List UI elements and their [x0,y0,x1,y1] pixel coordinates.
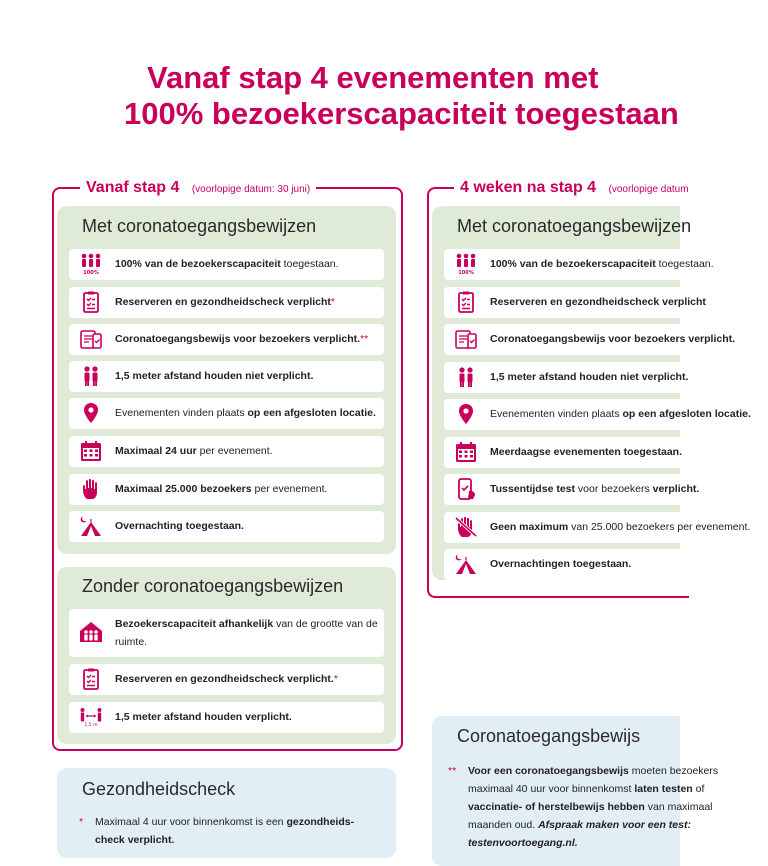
distance-icon [79,365,103,387]
row-text: Tussentijdse test voor bezoekers verplicht. [490,483,700,495]
right-frame-legend [454,178,695,200]
list-item [444,512,751,543]
distance-arrow-icon [79,706,103,728]
location-pin-icon [79,402,103,424]
checklist-icon [79,668,103,690]
health-check-title: Gezondheidscheck [82,779,236,799]
svg-text:100%: 100% [458,270,474,276]
people-100-icon [454,253,478,275]
distance-icon [454,366,478,388]
svg-text:1,5 m: 1,5 m [84,723,98,728]
list-item [444,362,704,393]
list-item [444,324,736,355]
left-without-panel [57,567,396,744]
title-line-1: Vanaf stap 4 evenementen met [147,60,599,95]
list-item [69,511,384,542]
left-frame-legend [80,178,316,200]
row-text: 1,5 meter afstand houden niet verplicht. [490,371,689,383]
row-text: Coronatoegangsbewijs voor bezoekers verplicht. [490,333,736,345]
row-text: Overnachting toegestaan. [115,520,244,532]
footnote-marker: * [79,816,84,828]
row-text: Bezoekerscapaciteit afhankelijk van de grootte van de ruimte. [115,618,378,648]
health-check-note: * Maximaal 4 uur voor binnenkomst is een gezondheids- check verplicht. [95,813,385,849]
row-text: Overnachtingen toegestaan. [490,558,632,570]
list-item [444,399,751,430]
room-people-icon [79,621,103,643]
row-text: Coronatoegangsbewijs voor bezoekers verplicht.** [115,333,369,345]
pass-note: ** Voor een coronatoegangsbewijs moeten bezoekers maximaal 40 uur voor binnenkomst laten testen of vaccinatie- of herstelbewijs hebben van maximaal maanden oud. Afspraak maken voor een test: testenvoortoegang.nl. [468,762,768,852]
pass-panel [432,716,719,866]
pass-title: Coronatoegangsbewijs [457,726,641,746]
list-item [444,549,704,580]
row-text: 1,5 meter afstand houden verplicht. [115,711,292,723]
list-item [69,702,384,733]
svg-text:100%: 100% [83,270,99,276]
right-with-panel [432,206,751,580]
list-item [444,249,714,280]
checklist-icon [454,291,478,313]
row-text: Reserveren en gezondheidscheck verplicht.* [115,673,338,685]
list-item [69,609,384,657]
row-text: 100% van de bezoekerscapaciteit toegestaan. [115,258,339,270]
footnote-marker: ** [448,765,457,777]
row-text: Maximaal 25.000 bezoekers per evenement. [115,483,328,495]
calendar-icon [79,440,103,462]
list-item [69,436,384,467]
list-item [69,249,384,280]
left-with-panel [57,206,396,554]
row-text: Reserveren en gezondheidscheck verplicht* [115,296,336,308]
list-item [69,664,384,695]
list-item [444,437,704,468]
people-100-icon [79,253,103,275]
location-pin-icon [454,403,478,425]
right-frame-date: (voorlopige datum [608,184,689,195]
list-item [69,287,384,318]
row-text: Reserveren en gezondheidscheck verplicht [490,296,706,308]
right-with-title: Met coronatoegangsbewijzen [457,216,692,236]
left-with-title: Met coronatoegangsbewijzen [82,216,317,236]
calendar-icon [454,441,478,463]
row-text: Geen maximum van 25.000 bezoekers per evenement. [490,521,751,533]
phone-pass-icon [79,328,103,350]
phone-test-icon [454,478,478,500]
page-title [0,60,680,132]
right-frame-title: 4 weken na stap 4 [460,179,597,196]
list-item [69,474,384,505]
list-item [444,474,704,505]
left-frame-date: (voorlopige datum: 30 juni) [191,184,311,195]
list-item [69,361,384,392]
row-text: 100% van de bezoekerscapaciteit toegestaan. [490,258,714,270]
phone-pass-icon [454,328,478,350]
row-text: Maximaal 24 uur per evenement. [115,445,273,457]
row-text: Meerdaagse evenementen toegestaan. [490,446,682,458]
row-text: Evenementen vinden plaats op een afgesloten locatie. [115,407,376,419]
list-item [69,398,384,429]
list-item [69,324,384,355]
title-line-2: 100% bezoekerscapaciteit toegestaan [124,96,679,131]
list-item [444,287,704,318]
hand-crossed-icon [454,516,478,538]
row-text: 1,5 meter afstand houden niet verplicht. [115,370,314,382]
health-check-panel [57,768,396,858]
checklist-icon [79,291,103,313]
left-frame-title: Vanaf stap 4 [86,179,180,196]
tent-moon-icon [454,553,478,575]
tent-moon-icon [79,515,103,537]
hand-stop-icon [79,478,103,500]
left-without-title: Zonder coronatoegangsbewijzen [82,576,344,596]
row-text: Evenementen vinden plaats op een afgesloten locatie. [490,408,751,420]
